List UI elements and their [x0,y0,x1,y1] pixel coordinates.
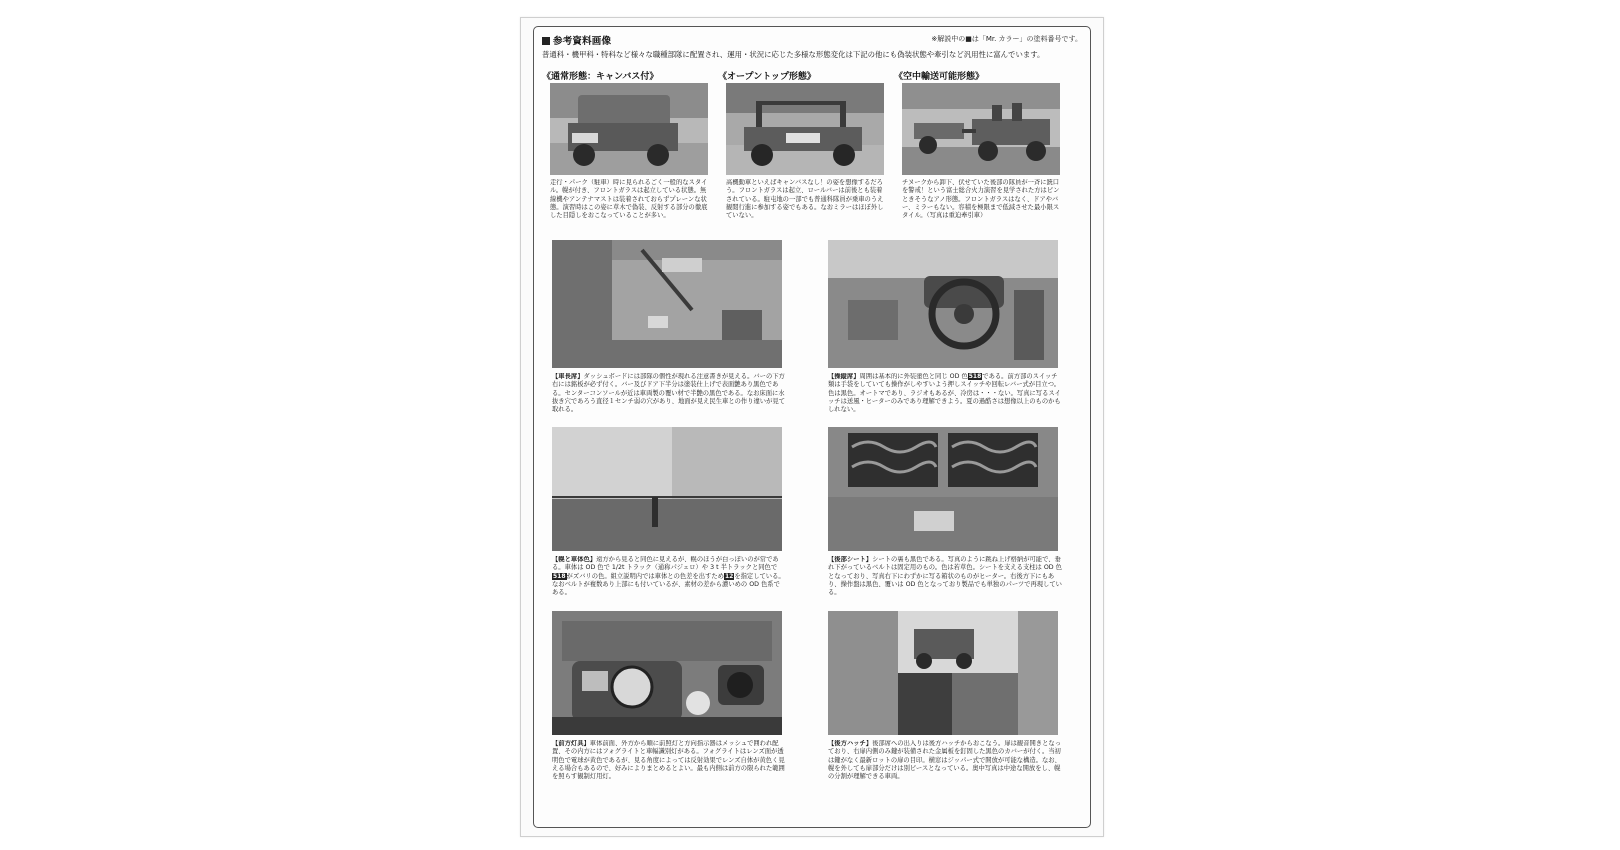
detail-canvas-text [552,556,786,604]
detail-commander-text [552,373,786,421]
photo-rear-seat [828,427,1058,551]
detail-canvas-body-a: 遠方から見ると同色に見えるが、幌のほうが白っぽいのが常である。車体は OD 色で 1/2t トラック（通称パジェロ）や 3 t 半トラックと同色で [552,556,779,572]
section-title [542,33,611,47]
paint-number-badge: 518 [553,572,566,580]
detail-rear-hatch-text [828,740,1062,798]
photo-opentop-vehicle [726,83,884,175]
detail-rear-hatch-body: 後部席への出入りは後方ハッチからおこなう。扉は観音開きとなっており、右扉内側のみ鍵が装備された金属板を釘固した黒色のカバーが付く。当初は鍵がなく最新ロットの扉の目印。横窓はジッパー式で開放が可能な構造。なお、幌を外しても扉部分だけは別ピースとなっている。奥中写真は中途な開放をし、幌の分割が理解できる車両。 [828,740,1061,781]
intro-text: 普通科・機甲科・特科など様々な職種部隊に配置され、運用・状況に応じた多様な形態変化は下記の他にも偽装状態や牽引など汎用性に富んでいます。 [542,50,1045,59]
detail-commander-heading: 【車長席】 [552,373,584,380]
square-bullet-icon [542,37,550,45]
detail-rear-hatch-heading: 【後方ハッチ】 [828,740,873,747]
photo-rear-hatch [828,611,1058,735]
photo-title-opentop: 《オープントップ形態》 [718,72,816,82]
detail-front-lights-heading: 【前方灯具】 [552,740,590,747]
photo-commander-seat [552,240,782,368]
photo-airlift-vehicle [902,83,1060,175]
detail-driver-body-a: 周囲は基本的に外装塗色と同じ OD 色 [859,373,968,380]
detail-canvas-heading: 【幌と車体色】 [552,556,597,563]
photo-title-airlift: 《空中輸送可能形態》 [894,72,985,82]
reference-frame [533,26,1091,828]
section-title-text: 参考資料画像 [553,36,612,47]
detail-canvas-body-c: を指定している。なおベルトが複数あり上部にも付いているが、素材の差から濃いめの OD 色系である。 [552,572,785,597]
detail-driver-heading: 【操縦席】 [828,373,860,380]
detail-driver-body-b: である。前方部のスイッチ類は手袋をしていても操作がしやすいよう押しスイッチや回転レバー式が目立つ。色は黒色。オートマであり、ラジオもあるが、冷房は・・・ない。写真に写るスイッチは送風・ヒーターのみであり理解できよう。夏の過酷さは想像以上のものかもしれない。 [828,373,1061,414]
caption-airlift: チヌークから卸下、伏せていた後部の隊員が一斉に銃口を警戒！という富士総合火力演習を見学された方はピンときそうなアノ形態。フロントガラスはなく、ドアやバー、ミラーもない。容積を極限まで低減させた最小限スタイル。（写真は重迫牽引車） [902,179,1060,220]
color-code-note: ※解説中の■は「Mr. カラー」の塗料番号です。 [931,35,1082,43]
instruction-sheet [520,17,1104,837]
detail-driver-text [828,373,1062,421]
caption-opentop: 高機動車といえばキャンバスなし！の姿を想像するだろう。フロントガラスは起立、ロールバーは前後とも装着されている。駐屯地の一部でも普通科隊員が乗車のうえ観閲行進に参加する姿でもある。なおミラーはほぼ外していない。 [726,179,884,220]
detail-rear-seat-text [828,556,1062,604]
photo-front-lights [552,611,782,735]
paint-number-badge: 518 [968,373,982,380]
photo-canvas-vehicle [550,83,708,175]
detail-commander-body: ダッシュボードには部隊の個性が現れる注意書きが見える。バーの下方右には銘板が必ず付く。バー及びドア下半分は塗装仕上げで表面艶あり黒色である。センターコンソールが近は車両製の覆い材で半艶の黒色である。なお床面に水抜き穴であろう直径１センチ弱の穴があり、地面が見え民生車との作り違いが見て取れる。 [552,373,785,414]
detail-rear-seat-heading: 【後部シート】 [828,556,873,563]
detail-front-lights-text [552,740,786,798]
caption-canvas: 走行・パーク（駐車）時に見られるごく一般的なスタイル。幌が付き、フロントガラスは起立している状態。無線機やアンテナマストは装着されておらずプレーンな状態。演習時はこの姿に草木で偽装、反射する部分の徹底した目隠しをおこなっていることが多い。 [550,179,708,220]
detail-front-lights-body: 車体前面、外方から順に前照灯と方向指示器はメッシュで囲われ配置、その内方にはフォグライトと車幅識別灯がある。フォグライトはレンズ面が透明色で電球が黄色であるが、見る角度によっては反射効果でレンズ自体が黄色く見える場合もあるので、好みによりまとめるとよい。最も内側は前方の限られた範囲を照らす観制灯用灯。 [552,740,785,781]
photo-canvas-color [552,427,782,551]
photo-title-canvas: 《通常形態：キャンバス付》 [542,72,659,82]
photo-driver-seat [828,240,1058,368]
detail-canvas-body-b: がズバリの色。組立説明内では車体との色差を出すため [566,572,724,580]
detail-rear-seat-body: シートの裏も黒色である。写真のように跳ね上げ格納が可能で、垂れ下がっているベルトは固定用のもの。色は若草色。シートを支える支柱は OD 色となっており、写真右下にわずかに写る箱状のものがヒーター。右後方下にもあり、操作盤は黒色、覆いは OD 色となっており製品でも単独のパーツで再現している。 [828,556,1062,597]
paint-number-badge: 12 [724,572,734,580]
